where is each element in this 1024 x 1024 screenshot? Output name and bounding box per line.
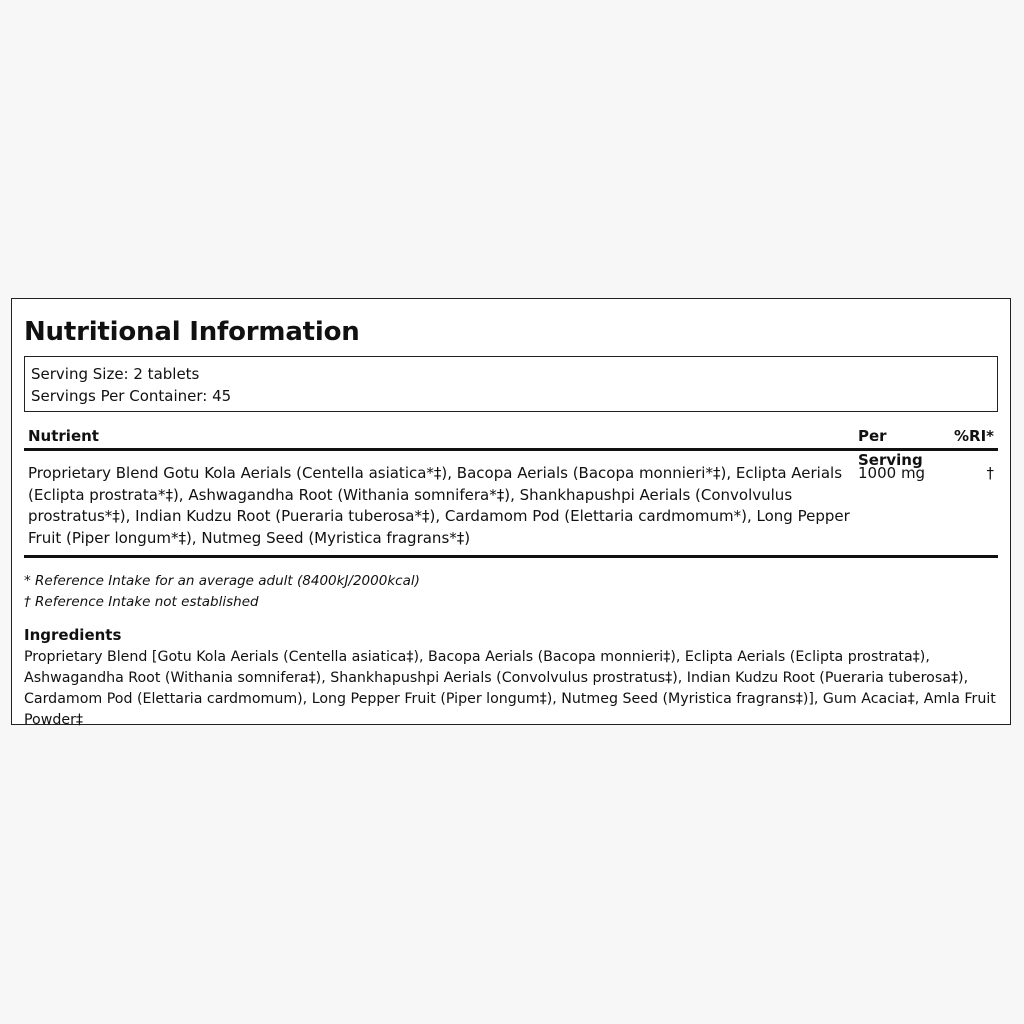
ingredients-title: Ingredients [24, 626, 122, 645]
row-ri: † [986, 464, 994, 482]
row-nutrient: Proprietary Blend Gotu Kola Aerials (Centella asiatica*‡), Bacopa Aerials (Bacopa monnieri*‡), Eclipta Aerials (Eclipta prostrata*‡), Ashwagandha Root (Withania somnifera*‡), Shankhapushpi Aerials (Convolvulus prostratus*‡), Indian Kudzu Root (Pueraria tuberosa*‡), Cardamom Pod (Elettaria cardmomum*), Long Pepper Fruit (Piper longum*‡), Nutmeg Seed (Myristica fragrans*‡) [28, 464, 850, 547]
header-per-serving: Per Serving [858, 427, 923, 469]
table-header [24, 424, 998, 469]
serving-size: Serving Size: 2 tablets [31, 365, 200, 383]
nutrient-table [24, 424, 998, 558]
serving-info-box [24, 356, 998, 412]
header-ri: %RI* [954, 427, 995, 445]
panel-title: Nutritional Information [24, 317, 360, 347]
header-nutrient: Nutrient [28, 427, 99, 445]
table-row [24, 451, 998, 558]
footnotes [24, 571, 998, 613]
servings-per-container: Servings Per Container: 45 [31, 387, 232, 405]
ingredients-text: Proprietary Blend [Gotu Kola Aerials (Centella asiatica‡), Bacopa Aerials (Bacopa monnieri‡), Eclipta Aerials (Eclipta prostrata‡), Ashwagandha Root (Withania somnifera‡), Shankhapushpi Aerials (Convolvulus prostratus‡), Indian Kudzu Root (Pueraria tuberosa‡), Cardamom Pod (Elettaria cardmomum), Long Pepper Fruit (Piper longum‡), Nutmeg Seed (Myristica fragrans‡)], Gum Acacia‡, Amla Fruit Powder‡ [24, 649, 996, 729]
nutrition-panel [11, 298, 1011, 729]
footnote-reference-intake: * Reference Intake for an average adult (8400kJ/2000kcal) [24, 573, 420, 590]
row-per-serving: 1000 mg [858, 464, 926, 482]
footnote-not-established: † Reference Intake not established [24, 594, 259, 611]
